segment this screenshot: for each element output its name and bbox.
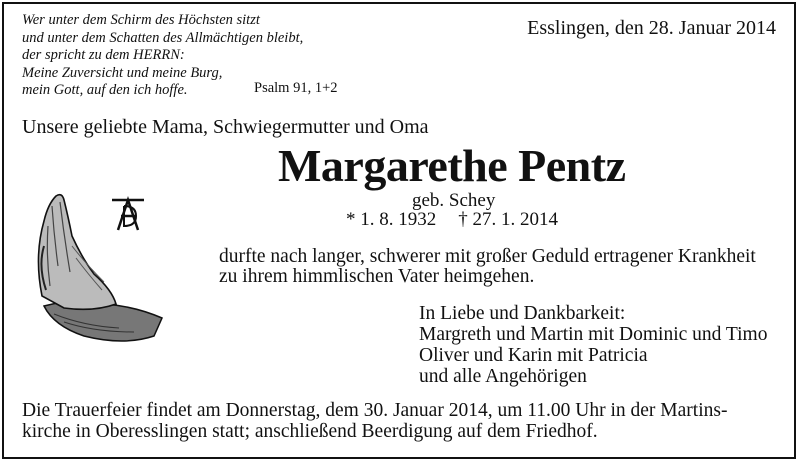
intro-text: Unsere geliebte Mama, Schwiegermutter und Oma [22, 116, 429, 138]
psalm-reference: Psalm 91, 1+2 [254, 80, 338, 96]
life-dates [346, 209, 558, 231]
psalm-line: mein Gott, auf den ich hoffe. [22, 82, 188, 98]
funeral-line: Die Trauerfeier findet am Donnerstag, dem 30. Januar 2014, um 11.00 Uhr in der Martins- [22, 400, 728, 421]
mourners-line: Oliver und Karin mit Patricia [419, 345, 648, 366]
birth-name: geb. Schey [412, 190, 496, 211]
mourners-list [419, 303, 767, 387]
deceased-name: Margarethe Pentz [278, 140, 626, 191]
funeral-notice [22, 400, 727, 442]
psalm-line: und unter dem Schatten des Allmächtigen bleibt, [22, 29, 304, 46]
duerer-monogram-icon [112, 200, 144, 230]
message-line: zu ihrem himmlischen Vater heimgehen. [219, 266, 535, 287]
mourners-line: und alle Angehörigen [419, 366, 587, 387]
mourners-line: Margreth und Martin mit Dominic und Timo [419, 324, 768, 345]
message-line: durfte nach langer, schwerer mit großer Geduld ertragener Krankheit [219, 246, 756, 267]
birth-date: * 1. 8. 1932 [346, 209, 437, 230]
psalm-line: der spricht zu dem HERRN: [22, 47, 185, 63]
funeral-line: kirche in Oberesslingen statt; anschließend Beerdigung auf dem Friedhof. [22, 421, 598, 442]
mourners-line: In Liebe und Dankbarkeit: [419, 303, 626, 324]
praying-hands-icon [24, 186, 174, 366]
psalm-line: Meine Zuversicht und meine Burg, [22, 64, 223, 81]
psalm-line: Wer unter dem Schirm des Höchsten sitzt [22, 12, 260, 28]
place-and-date: Esslingen, den 28. Januar 2014 [527, 17, 776, 39]
death-date: † 27. 1. 2014 [458, 209, 558, 230]
obituary-message [219, 247, 756, 287]
